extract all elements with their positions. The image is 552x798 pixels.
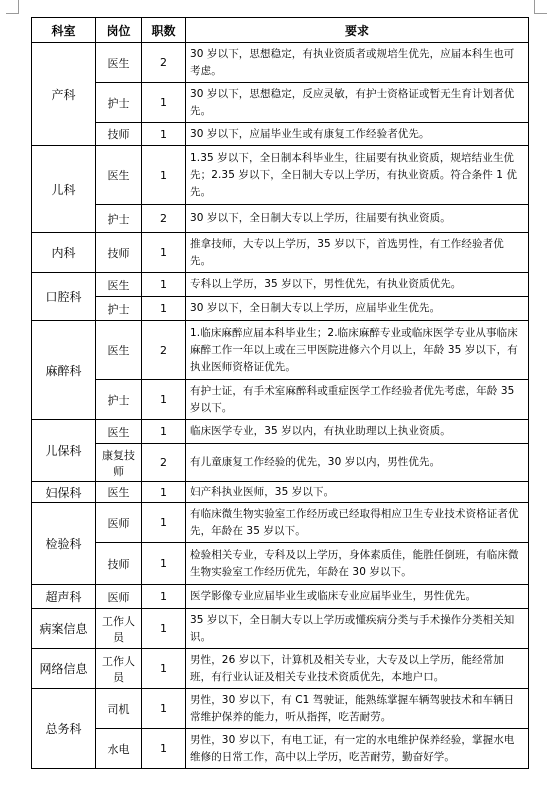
table-row bbox=[32, 649, 529, 689]
table-row bbox=[32, 123, 529, 146]
table-row bbox=[32, 43, 529, 83]
count-cell: 1 bbox=[142, 585, 186, 609]
requirement-cell: 医学影像专业应届毕业生或临床专业应届毕业生，男性优先。 bbox=[186, 585, 529, 609]
table-row bbox=[32, 689, 529, 729]
position-cell: 医生 bbox=[96, 43, 142, 83]
dept-cell: 超声科 bbox=[32, 585, 96, 609]
count-cell: 1 bbox=[142, 482, 186, 503]
table-row bbox=[32, 273, 529, 297]
table-row bbox=[32, 146, 529, 205]
requirement-cell: 妇产科执业医师，35 岁以下。 bbox=[186, 482, 529, 503]
position-cell: 护士 bbox=[96, 83, 142, 123]
position-cell: 医生 bbox=[96, 146, 142, 205]
requirement-cell: 检验相关专业，专科及以上学历，身体素质佳，能胜任倒班，有临床微生物实验室工作经历优先，年龄在 30 岁以下。 bbox=[186, 543, 529, 585]
table-row bbox=[32, 444, 529, 482]
table-row bbox=[32, 543, 529, 585]
dept-cell: 总务科 bbox=[32, 689, 96, 769]
requirement-cell: 30 岁以下，全日制大专以上学历，应届毕业生优先。 bbox=[186, 297, 529, 321]
count-cell: 2 bbox=[142, 43, 186, 83]
requirement-cell: 推拿技师，大专以上学历，35 岁以下，首选男性，有工作经验者优先。 bbox=[186, 233, 529, 273]
margin-corner-mark bbox=[534, 0, 535, 14]
dept-cell: 儿科 bbox=[32, 146, 96, 233]
margin-corner-mark bbox=[6, 13, 19, 14]
requirement-cell: 30 岁以下，思想稳定，反应灵敏，有护士资格证或暂无生育计划者优先。 bbox=[186, 83, 529, 123]
dept-cell: 网络信息 bbox=[32, 649, 96, 689]
count-cell: 1 bbox=[142, 83, 186, 123]
table-row bbox=[32, 83, 529, 123]
table-row bbox=[32, 205, 529, 233]
position-cell: 医师 bbox=[96, 503, 142, 543]
dept-cell: 口腔科 bbox=[32, 273, 96, 321]
position-cell: 技师 bbox=[96, 123, 142, 146]
count-cell: 1 bbox=[142, 543, 186, 585]
dept-cell: 产科 bbox=[32, 43, 96, 146]
position-cell: 康复技师 bbox=[96, 444, 142, 482]
requirement-cell: 有儿童康复工作经验的优先，30 岁以内，男性优先。 bbox=[186, 444, 529, 482]
header-count: 职数 bbox=[142, 18, 186, 43]
requirement-cell: 30 岁以下，思想稳定，有执业资质者或规培生优先，应届本科生也可考虑。 bbox=[186, 43, 529, 83]
count-cell: 1 bbox=[142, 233, 186, 273]
requirement-cell: 专科以上学历，35 岁以下，男性优先，有执业资质优先。 bbox=[186, 273, 529, 297]
count-cell: 2 bbox=[142, 205, 186, 233]
count-cell: 1 bbox=[142, 123, 186, 146]
position-cell: 司机 bbox=[96, 689, 142, 729]
requirement-cell: 男性，26 岁以下，计算机及相关专业，大专及以上学历，能经常加班，有行业认证及相关专业技术资质优先，本地户口。 bbox=[186, 649, 529, 689]
count-cell: 2 bbox=[142, 321, 186, 380]
position-cell: 护士 bbox=[96, 297, 142, 321]
dept-cell: 妇保科 bbox=[32, 482, 96, 503]
header-dept: 科室 bbox=[32, 18, 96, 43]
position-cell: 医生 bbox=[96, 273, 142, 297]
dept-cell: 病案信息 bbox=[32, 609, 96, 649]
count-cell: 2 bbox=[142, 444, 186, 482]
position-cell: 技师 bbox=[96, 233, 142, 273]
header-position: 岗位 bbox=[96, 18, 142, 43]
position-cell: 工作人员 bbox=[96, 609, 142, 649]
table-row bbox=[32, 233, 529, 273]
count-cell: 1 bbox=[142, 146, 186, 205]
count-cell: 1 bbox=[142, 649, 186, 689]
position-cell: 护士 bbox=[96, 380, 142, 420]
dept-cell: 检验科 bbox=[32, 503, 96, 585]
margin-corner-mark bbox=[534, 13, 547, 14]
position-cell: 护士 bbox=[96, 205, 142, 233]
dept-cell: 麻醉科 bbox=[32, 321, 96, 420]
dept-cell: 内科 bbox=[32, 233, 96, 273]
position-cell: 医生 bbox=[96, 482, 142, 503]
table-row bbox=[32, 380, 529, 420]
requirement-cell: 男性，30 岁以下，有电工证，有一定的水电维护保养经验，掌握水电维修的日常工作，高中以上学历，吃苦耐劳，勤奋好学。 bbox=[186, 729, 529, 769]
count-cell: 1 bbox=[142, 380, 186, 420]
count-cell: 1 bbox=[142, 729, 186, 769]
requirement-cell: 1.临床麻醉应届本科毕业生；2.临床麻醉专业或临床医学专业从事临床麻醉工作一年以上或在三甲医院进修六个月以上，年龄 35 岁以下，有执业医师资格证优先。 bbox=[186, 321, 529, 380]
table-row bbox=[32, 420, 529, 444]
requirement-cell: 临床医学专业，35 岁以内，有执业助理以上执业资质。 bbox=[186, 420, 529, 444]
count-cell: 1 bbox=[142, 689, 186, 729]
table-row bbox=[32, 321, 529, 380]
requirement-cell: 1.35 岁以下，全日制本科毕业生，往届要有执业资质，规培结业生优先；2.35 岁以下，全日制大专以上学历，有执业资质。符合条件 1 优先。 bbox=[186, 146, 529, 205]
position-cell: 医师 bbox=[96, 585, 142, 609]
dept-cell: 儿保科 bbox=[32, 420, 96, 482]
requirement-cell: 30 岁以下，全日制大专以上学历，往届要有执业资质。 bbox=[186, 205, 529, 233]
table-row bbox=[32, 729, 529, 769]
table-row bbox=[32, 297, 529, 321]
table-header-row bbox=[32, 18, 529, 43]
position-cell: 水电 bbox=[96, 729, 142, 769]
table-row bbox=[32, 609, 529, 649]
requirement-cell: 男性，30 岁以下，有 C1 驾驶证，能熟练掌握车辆驾驶技术和车辆日常维护保养的能力，听从指挥，吃苦耐劳。 bbox=[186, 689, 529, 729]
requirement-cell: 30 岁以下，应届毕业生或有康复工作经验者优先。 bbox=[186, 123, 529, 146]
table-row bbox=[32, 482, 529, 503]
recruitment-table bbox=[31, 17, 529, 769]
count-cell: 1 bbox=[142, 420, 186, 444]
margin-corner-mark bbox=[18, 0, 19, 14]
count-cell: 1 bbox=[142, 609, 186, 649]
requirement-cell: 35 岁以下，全日制大专以上学历或懂疾病分类与手术操作分类相关知识。 bbox=[186, 609, 529, 649]
requirement-cell: 有临床微生物实验室工作经历或已经取得相应卫生专业技术资格证者优先，年龄在 35 岁以下。 bbox=[186, 503, 529, 543]
position-cell: 医生 bbox=[96, 321, 142, 380]
position-cell: 技师 bbox=[96, 543, 142, 585]
count-cell: 1 bbox=[142, 503, 186, 543]
requirement-cell: 有护士证，有手术室麻醉科或重症医学工作经验者优先考虑，年龄 35 岁以下。 bbox=[186, 380, 529, 420]
table-row bbox=[32, 503, 529, 543]
count-cell: 1 bbox=[142, 297, 186, 321]
count-cell: 1 bbox=[142, 273, 186, 297]
header-requirements: 要求 bbox=[186, 18, 529, 43]
position-cell: 工作人员 bbox=[96, 649, 142, 689]
table-row bbox=[32, 585, 529, 609]
position-cell: 医生 bbox=[96, 420, 142, 444]
